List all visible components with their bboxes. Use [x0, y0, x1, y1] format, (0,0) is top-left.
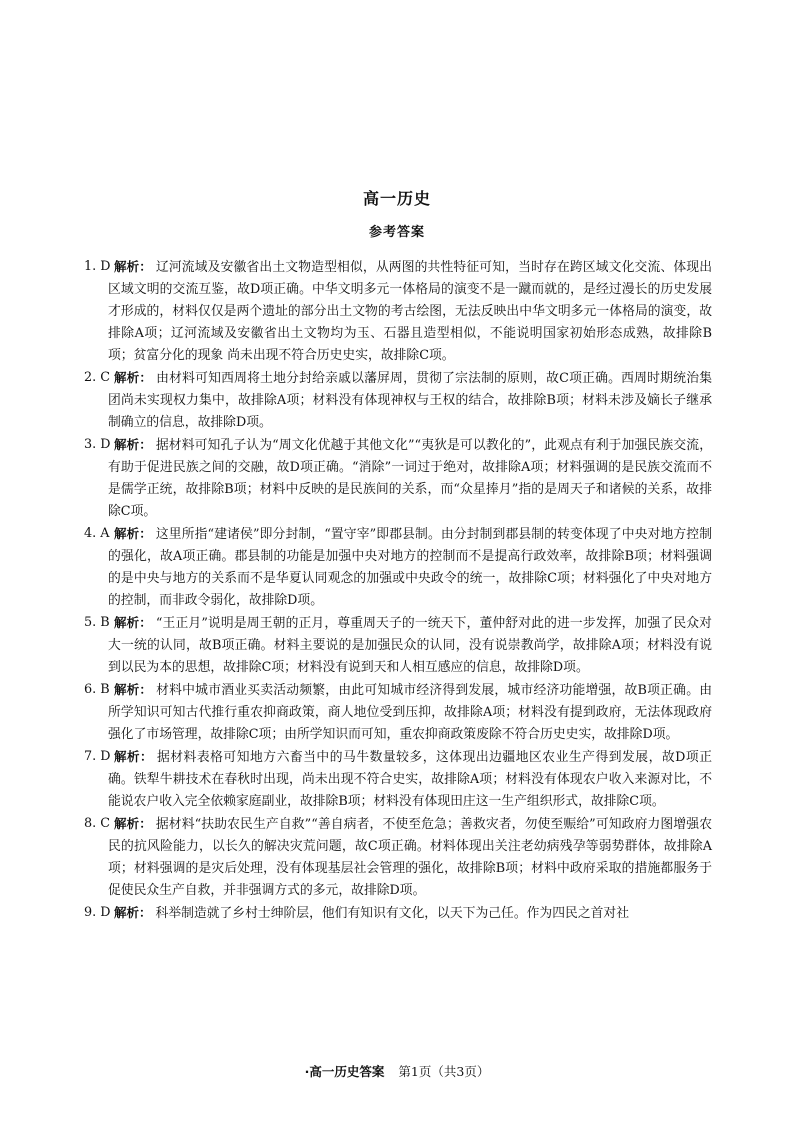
answer-item — [84, 902, 712, 925]
analysis-label: 解析： — [114, 682, 153, 697]
answer-item — [84, 434, 712, 523]
answer-text: 辽河流域及安徽省出土文物造型相似，从两图的共性特征可知，当时存在跨区域文化交流、体现出区域文明的交流互鉴，故D项正确。中华文明多元一体格局的演变不是一蹴而就的，是经过漫长的历史发展才形成的，材料仅仅是两个遗址的部分出土文物的考古绘图，无法反映出中华文明多元一体格局的演变，故排除A项；辽河流域及安徽省出土文物均为玉、石器且造型相似，不能说明国家初始形态成熟，故排除B项；贫富分化的现象 尚未出现不符合历史史实，故排除C项。 — [108, 260, 712, 363]
document-subtitle: 参考答案 — [368, 225, 425, 240]
analysis-label: 解析： — [114, 905, 152, 920]
analysis-label: 解析： — [114, 437, 152, 452]
answer-number: 4. A — [84, 526, 110, 541]
answer-number: 5. B — [84, 615, 110, 630]
answer-item — [84, 813, 712, 902]
answer-number: 9. D — [84, 905, 111, 920]
footer-page-info: 第1页（共3页） — [398, 1064, 490, 1079]
answer-text: 由材料可知西周将土地分封给亲戚以藩屏周，贯彻了宗法制的原则，故C项正确。西周时期统治集团尚未实现权力集中，故排除A项；材料没有体现神权与王权的结合，故排除B项；材料未涉及嫡长子继承制确立的信息，故排除D项。 — [108, 371, 712, 430]
document-title: 高一历史 — [362, 189, 431, 208]
answer-text: 科举制造就了乡村士绅阶层，他们有知识有文化，以天下为己任。作为四民之首对社 — [155, 906, 629, 921]
answer-number: 6. B — [84, 682, 110, 697]
answer-item — [84, 612, 712, 679]
analysis-label: 解析： — [114, 370, 153, 385]
answer-number: 2. C — [84, 370, 111, 385]
answer-item — [84, 367, 712, 434]
answer-item — [84, 746, 712, 813]
analysis-label: 解析： — [114, 615, 152, 630]
answer-item — [84, 679, 712, 746]
analysis-label: 解析： — [114, 259, 152, 274]
answer-number: 8. C — [84, 816, 111, 831]
analysis-label: 解析： — [114, 816, 152, 831]
answer-text: 这里所指“建诸侯”即分封制，“置守宰”即郡县制。由分封制到郡县制的转变体现了中央对地方控制的强化，故A项正确。郡县制的功能是加强中央对地方的控制而不是提高行政效率，故排除B项；材料强调的是中央与地方的关系而不是华夏认同观念的加强或中央政令的统一，故排除C项；材料强化了中央对地方的控制，而非政令弱化，故排除D项。 — [108, 527, 712, 608]
answer-list — [84, 256, 712, 925]
answer-item — [84, 523, 712, 612]
analysis-label: 解析： — [114, 749, 153, 764]
answer-text: 据材料“扶助农民生产自救”“善自病者，不使至危急；善救灾者，勿使至赈给”可知政府力图增强农民的抗风险能力，以长久的解决灾荒问题，故C项正确。材料体现出关注老幼病残孕等弱势群体，故排除A项；材料强调的是灾后处理，没有体现基层社会管理的强化，故排除B项；材料中政府采取的措施都服务于促使民众生产自救，并非强调方式的多元，故排除D项。 — [108, 817, 712, 898]
answer-text: 据材料可知孔子认为“周文化优越于其他文化”“夷狄是可以教化的”，此观点有利于加强民族交流，有助于促进民族之间的交融，故D项正确。“消除”一词过于绝对，故排除A项；材料强调的是民族交流而不是儒学正统，故排除B项；材料中反映的是民族间的关系，而“众星捧月”指的是周天子和诸候的关系，故排除C项。 — [108, 438, 712, 519]
footer-title: ·高一历史答案 — [304, 1064, 385, 1079]
answer-number: 1. D — [84, 259, 111, 274]
answer-item — [84, 256, 712, 367]
answer-number: 7. D — [84, 749, 111, 764]
page-footer — [0, 1062, 794, 1080]
analysis-label: 解析： — [114, 526, 152, 541]
answer-text: 材料中城市酒业买卖活动频繁，由此可知城市经济得到发展，城市经济功能增强，故B项正确。由所学知识可知古代推行重农抑商政策，商人地位受到压抑，故排除A项；材料没有提到政府，无法体现政府强化了市场管理，故排除C项；由所学知识而可知，重农抑商政策废除不符合历史史实，故排除D项。 — [108, 683, 712, 742]
answer-text: 据材料表格可知地方六畜当中的马牛数量较多，这体现出边疆地区农业生产得到发展，故D项正确。铁犁牛耕技术在春秋时出现，尚未出现不符合史实，故排除A项；材料没有体现农户收入来源对比，不能说农户收入完全依赖家庭副业，故排除B项；材料没有体现田庄这一生产组织形式，故排除C项。 — [108, 750, 712, 809]
answer-text: “王正月”说明是周王朝的正月，尊重周天子的一统天下，董仲舒对此的进一步发挥，加强了民众对大一统的认同，故B项正确。材料主要说的是加强民众的认同，没有说崇教尚学，故排除A项；材料没有说到以民为本的思想，故排除C项；材料没有说到天和人相互感应的信息，故排除D项。 — [108, 616, 712, 675]
answer-number: 3. D — [84, 437, 111, 452]
